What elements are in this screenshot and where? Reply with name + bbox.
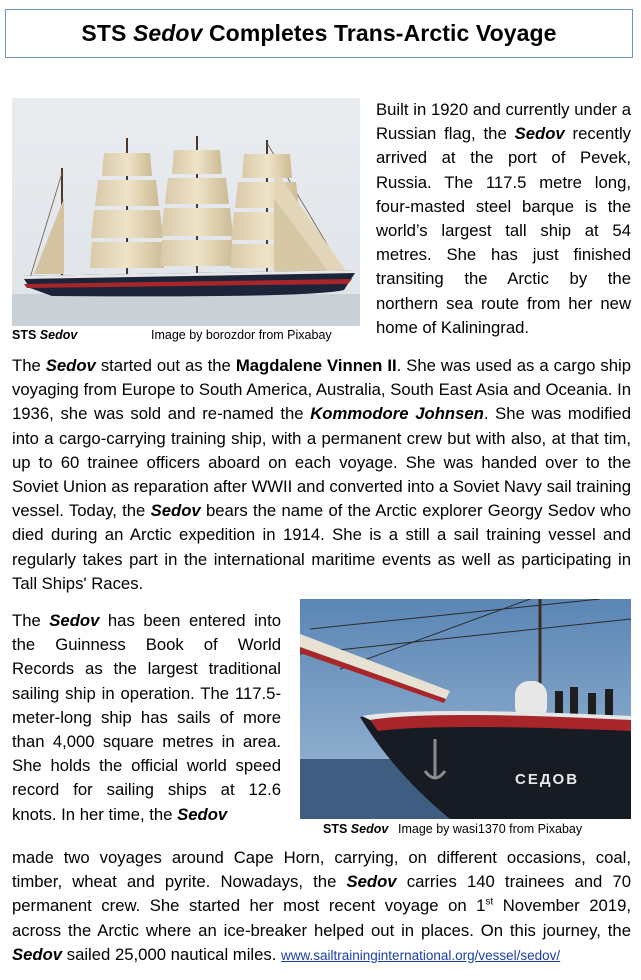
title-box bbox=[5, 9, 633, 58]
title-suffix: Completes Trans-Arctic Voyage bbox=[202, 20, 557, 46]
history-ship-name-2: Sedov bbox=[150, 501, 201, 521]
history-text-3: . She was used as a cargo ship voyaging from Europe to South America, Australia, South East Asia and Oceania. In 1936, she was sold and re-named the bbox=[12, 356, 631, 424]
photo2-caption bbox=[323, 822, 388, 836]
title-prefix: STS bbox=[81, 20, 133, 46]
records-text-1: The bbox=[12, 611, 50, 630]
voyages-paragraph bbox=[12, 846, 631, 968]
voyages-ship-name-1: Sedov bbox=[346, 872, 397, 892]
photo2-caption-label: STS bbox=[323, 822, 351, 836]
sailing-ship-photo bbox=[12, 98, 360, 326]
history-renamed-name: Kommodore Johnsen bbox=[310, 404, 484, 424]
ship-bow-photo bbox=[300, 599, 631, 819]
photo1-caption-label: STS bbox=[12, 328, 40, 342]
records-ship-name-2: Sedov bbox=[177, 804, 228, 824]
history-text-5: bears the name of the Arctic explorer Georgy Sedov who died during an Arctic expedition in 1914. She is a still a sail training vessel and regularly takes part in the international maritime events as well as participating in Tall Ships' Races. bbox=[12, 501, 631, 593]
intro-text-1: Built in 1920 and currently under a Russian flag, the bbox=[376, 100, 631, 144]
history-paragraph bbox=[12, 354, 631, 596]
intro-ship-name: Sedov bbox=[514, 124, 565, 144]
title-ship-name: Sedov bbox=[132, 20, 203, 46]
voyages-text-3: November 2019, across the Arctic where an ice-breaker helped out in places. On this journey, the bbox=[12, 896, 631, 940]
photo1-caption-ship: Sedov bbox=[39, 328, 78, 342]
records-ship-name-1: Sedov bbox=[49, 611, 100, 630]
voyages-text-2: carries 140 trainees and 70 permanent crew. She started her most recent voyage on 1 bbox=[12, 872, 631, 916]
voyages-text-4: sailed 25,000 nautical miles. bbox=[62, 944, 282, 964]
history-text-2: started out as the bbox=[95, 356, 236, 375]
photo2-caption-ship: Sedov bbox=[350, 822, 389, 836]
history-original-name: Magdalene Vinnen II bbox=[235, 356, 397, 375]
intro-text-2: recently arrived at the port of Pevek, Russia. The 117.5 metre long, four-masted steel barque is the world’s largest tall ship at 54 metres. She has just finished transiting the Arctic by the northern sea route from her new home of Kaliningrad. bbox=[376, 124, 631, 337]
intro-paragraph bbox=[376, 98, 631, 340]
hull-name-text: СЕДОВ bbox=[515, 771, 580, 788]
history-text-1: The bbox=[12, 356, 46, 375]
source-link[interactable]: www.sailtraininginternational.org/vessel/sedov/ bbox=[281, 947, 561, 963]
records-text-2: has been entered into the Guinness Book of World Records as the largest traditional sailing ship in operation. The 117.5-meter-long ship has sails of more than 4,000 square metres in area. She holds the official world speed record for sailing ships at 12.6 knots. In her time, the bbox=[12, 611, 281, 824]
voyages-ship-name-2: Sedov bbox=[12, 944, 63, 964]
photo2-credit: Image by wasi1370 from Pixabay bbox=[398, 822, 583, 836]
sailing-ship-illustration bbox=[12, 98, 360, 326]
page-title bbox=[81, 20, 556, 47]
history-text-4: . She was modified into a cargo-carrying training ship, with a permanent crew but with also, at that tim, up to 60 trainee officers aboard on each voyage. She was handed over to the Soviet Union as reparation after WWII and converted into a Soviet Navy sail training vessel. Today, the bbox=[12, 404, 631, 521]
voyages-date-suffix: st bbox=[485, 896, 494, 908]
photo1-caption bbox=[12, 328, 77, 342]
records-paragraph bbox=[12, 609, 281, 827]
history-ship-name-1: Sedov bbox=[45, 356, 96, 375]
photo1-credit: Image by borozdor from Pixabay bbox=[151, 328, 332, 342]
voyages-text-1: made two voyages around Cape Horn, carrying, on different occasions, coal, timber, wheat and pyrite. Nowadays, the bbox=[12, 848, 631, 892]
ship-bow-illustration bbox=[300, 599, 631, 819]
